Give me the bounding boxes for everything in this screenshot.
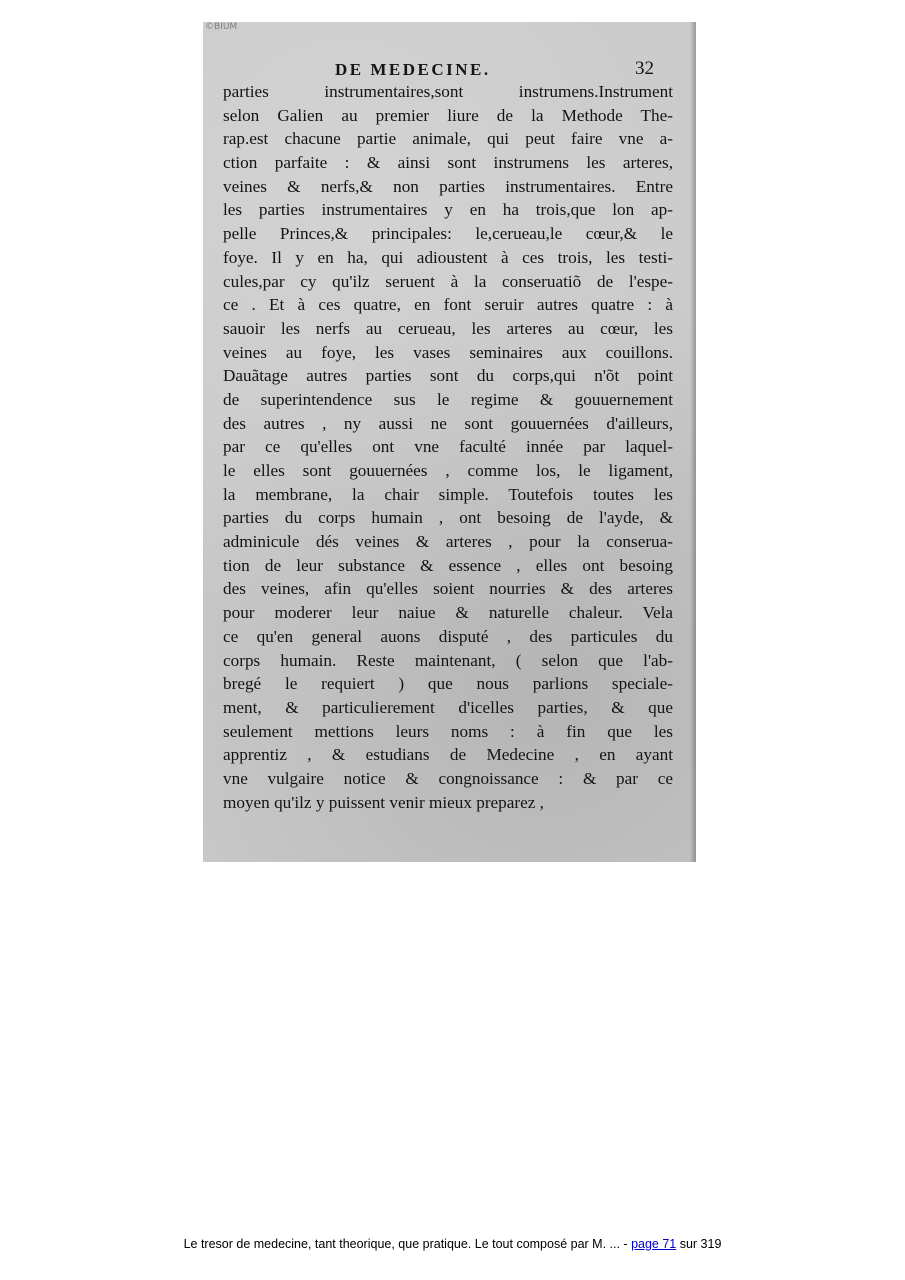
running-head xyxy=(203,60,696,80)
footer-caption xyxy=(0,1237,905,1251)
text-line: les parties instrumentaires y en ha trois,que lon ap- xyxy=(223,200,673,220)
scan-shadow-edge xyxy=(690,22,696,862)
text-line: la membrane, la chair simple. Toutefois toutes les xyxy=(223,484,673,504)
page-text-block xyxy=(223,80,673,814)
text-line: tion de leur substance & essence , elles ont besoing xyxy=(223,555,673,575)
text-line: par ce qu'elles ont vne faculté innée par laquel- xyxy=(223,437,673,457)
text-line: pour moderer leur naiue & naturelle chaleur. Vela xyxy=(223,603,673,623)
scanned-page-image xyxy=(203,22,696,862)
text-line: rap.est chacune partie animale, qui peut faire vne a- xyxy=(223,129,673,149)
text-line: cules,par cy qu'ilz seruent à la conseruatiõ de l'espe- xyxy=(223,271,673,291)
page-number: 32 xyxy=(635,58,654,79)
footer-page-total: sur 319 xyxy=(676,1237,722,1251)
text-line: parties du corps humain , ont besoing de l'ayde, & xyxy=(223,508,673,528)
running-title: DE MEDECINE. xyxy=(335,60,491,79)
text-line: veines au foye, les vases seminaires aux couillons. xyxy=(223,342,673,362)
text-line: foye. Il y en ha, qui adioustent à ces trois, les testi- xyxy=(223,247,673,267)
text-line: pelle Princes,& principales: le,cerueau,le cœur,& le xyxy=(223,224,673,244)
text-line: seulement mettions leurs noms : à fin que les xyxy=(223,721,673,741)
text-line: adminicule dés veines & arteres , pour la conserua- xyxy=(223,532,673,552)
text-line: selon Galien au premier liure de la Methode The- xyxy=(223,105,673,125)
text-line: sauoir les nerfs au cerueau, les arteres au cœur, les xyxy=(223,318,673,338)
text-line: moyen qu'ilz y puissent venir mieux preparez , xyxy=(223,792,544,812)
text-line: vne vulgaire notice & congnoissance : & par ce xyxy=(223,768,673,788)
page-link[interactable]: page 71 xyxy=(631,1237,677,1251)
text-line: bregé le requiert ) que nous parlions speciale- xyxy=(223,674,673,694)
text-line: le elles sont gouuernées , comme los, le ligament, xyxy=(223,461,673,480)
text-line: des autres , ny aussi ne sont gouuernées d'ailleurs, xyxy=(223,413,673,433)
text-line: ction parfaite : & ainsi sont instrumens les arteres, xyxy=(223,153,673,173)
text-line: veines & nerfs,& non parties instrumentaires. Entre xyxy=(223,176,673,196)
text-line: apprentiz , & estudians de Medecine , en ayant xyxy=(223,745,673,765)
text-line: Dauãtage autres parties sont du corps,qui n'õt point xyxy=(223,366,673,386)
text-line: des veines, afin qu'elles soient nourries & des arteres xyxy=(223,579,673,599)
text-line: parties instrumentaires,sont instrumens.Instrument xyxy=(223,82,673,101)
text-line: ce qu'en general auons disputé , des particules du xyxy=(223,626,673,646)
text-line: corps humain. Reste maintenant, ( selon que l'ab- xyxy=(223,650,673,670)
text-line: ce . Et à ces quatre, en font seruir autres quatre : à xyxy=(223,295,673,315)
text-line: ment, & particulierement d'icelles parties, & que xyxy=(223,697,673,717)
text-line: de superintendence sus le regime & gouuernement xyxy=(223,389,673,409)
footer-document-title: Le tresor de medecine, tant theorique, que pratique. Le tout composé par M. ... - xyxy=(183,1237,632,1251)
watermark: ©BIUM xyxy=(205,22,238,32)
